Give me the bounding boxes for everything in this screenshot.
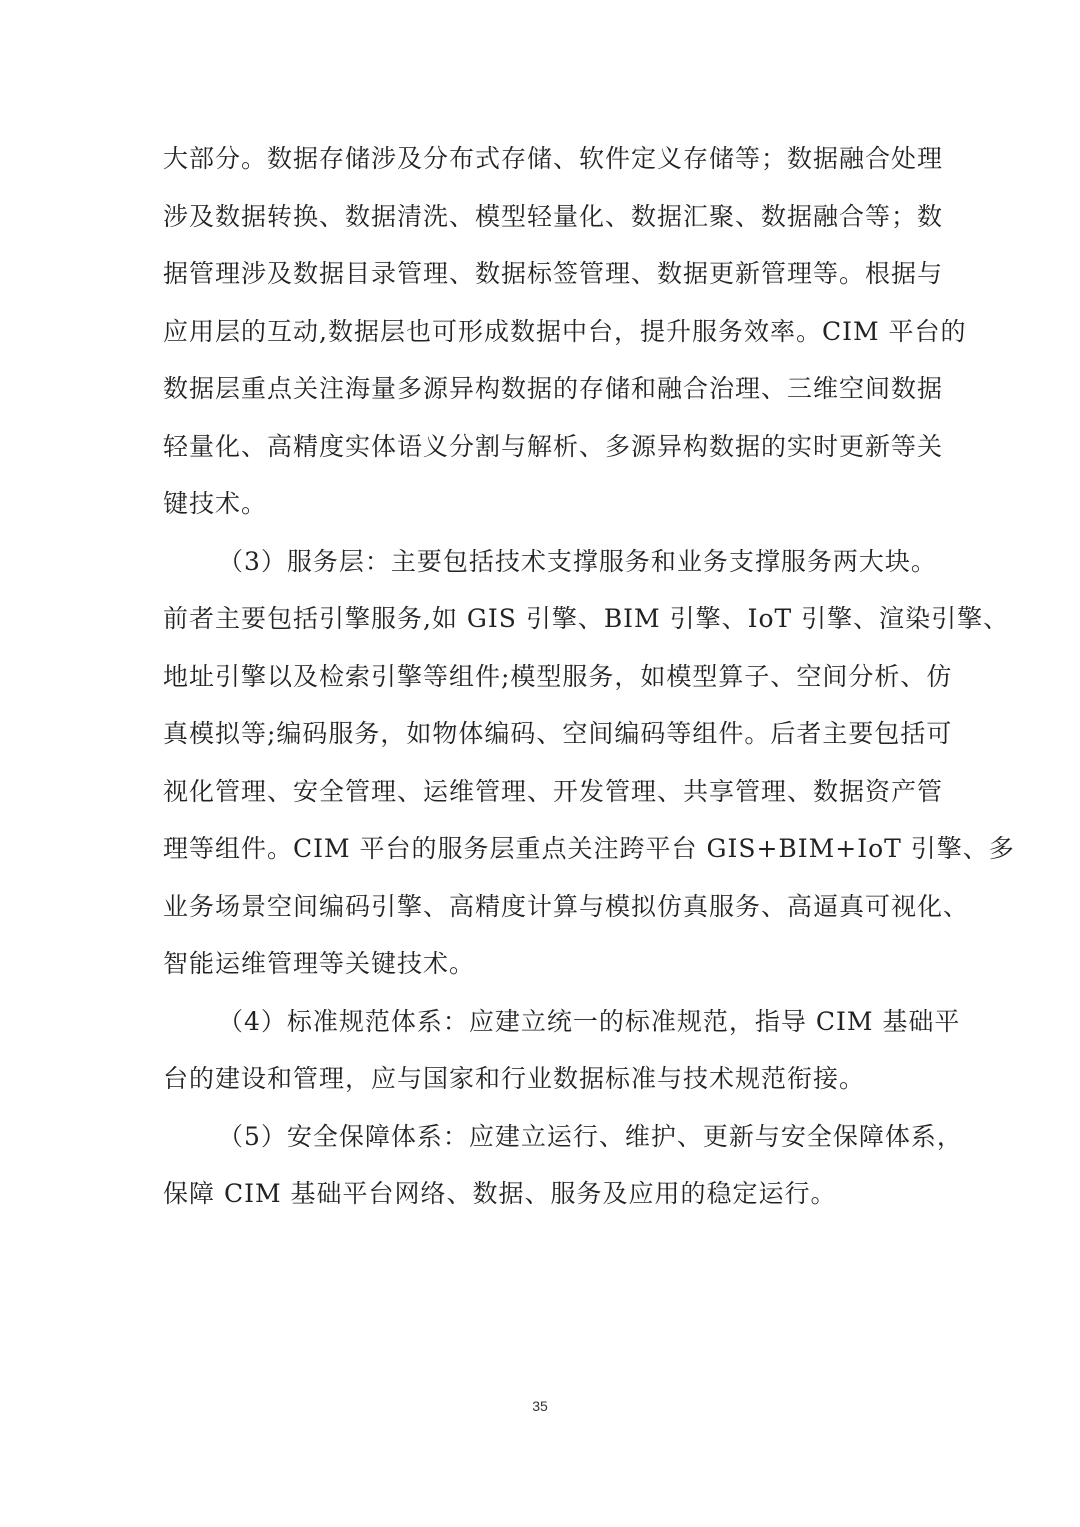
text-line: 地址引擎以及检索引擎等组件;模型服务，如模型算子、空间分析、仿 — [163, 661, 953, 691]
text-line: 据管理涉及数据目录管理、数据标签管理、数据更新管理等。根据与 — [163, 259, 944, 288]
text-line: 真模拟等;编码服务，如物体编码、空间编码等组件。后者主要包括可 — [163, 719, 953, 748]
text-line: 涉及数据转换、数据清洗、模型轻量化、数据汇聚、数据融合等；数 — [163, 201, 944, 231]
page-number: 35 — [532, 1398, 548, 1414]
text-line: 台的建设和管理，应与国家和行业数据标准与技术规范衔接。 — [163, 1064, 866, 1093]
paragraph-start-line: （4）标准规范体系：应建立统一的标准规范，指导 CIM 基础平 — [218, 1006, 961, 1036]
text-line: 业务场景空间编码引擎、高精度计算与模拟仿真服务、高逼真可视化、 — [163, 891, 970, 921]
paragraph-start-line: （3）服务层：主要包括技术支撑服务和业务支撑服务两大块。 — [218, 546, 937, 576]
text-line: 键技术。 — [163, 489, 268, 518]
text-line: 理等组件。CIM 平台的服务层重点关注跨平台 GIS+BIM+IoT 引擎、多 — [163, 834, 1015, 863]
text-line: 智能运维管理等关键技术。 — [163, 949, 476, 978]
text-line: 视化管理、安全管理、运维管理、开发管理、共享管理、数据资产管 — [163, 776, 944, 806]
body-text — [163, 136, 1015, 1229]
text-line: 轻量化、高精度实体语义分割与解析、多源异构数据的实时更新等关 — [163, 431, 944, 461]
text-line: 大部分。数据存储涉及分布式存储、软件定义存储等；数据融合处理 — [163, 144, 944, 173]
text-line: 前者主要包括引擎服务,如 GIS 引擎、BIM 引擎、IoT 引擎、渲染引擎、 — [163, 604, 1010, 633]
paragraph-start-line: （5）安全保障体系：应建立运行、维护、更新与安全保障体系， — [218, 1121, 963, 1151]
text-line: 数据层重点关注海量多源异构数据的存储和融合治理、三维空间数据 — [163, 374, 944, 403]
text-line: 保障 CIM 基础平台网络、数据、服务及应用的稳定运行。 — [163, 1179, 837, 1208]
text-line: 应用层的互动,数据层也可形成数据中台，提升服务效率。CIM 平台的 — [163, 316, 967, 346]
